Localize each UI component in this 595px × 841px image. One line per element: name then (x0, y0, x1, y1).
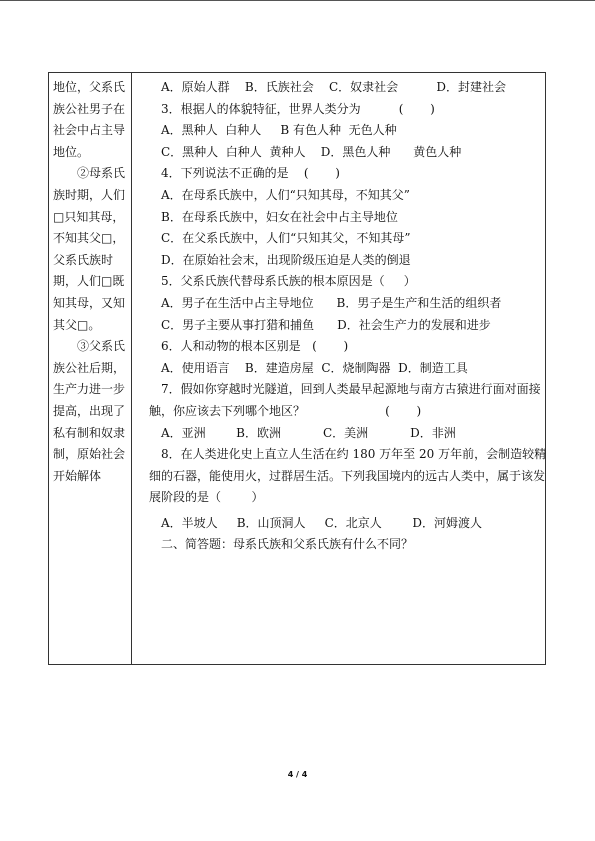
left-note-line: 开始解体 (53, 468, 102, 483)
options-line: C．在父系氏族中，人们“只知其父，不知其母” (161, 231, 411, 246)
question-line: 7．假如你穿越时光隧道，回到人类最早起源地与南方古猿进行面对面接 (161, 382, 541, 397)
column-divider (131, 73, 132, 664)
left-note-line: 其父□。 (53, 317, 101, 332)
left-note-line: ②母系氏 (77, 166, 126, 181)
left-note-line: 地位，父系氏 (53, 80, 126, 94)
options-line: A．原始人群 B．氏族社会 C．奴隶社会 D．封建社会 (161, 80, 506, 94)
options-line: A．使用语言 B．建造房屋 C．烧制陶器 D．制造工具 (161, 360, 468, 375)
question-line: 展阶段的是（ ） (149, 490, 264, 505)
content-table (48, 72, 546, 665)
page-number: 4 / 4 (287, 770, 308, 779)
question-line: 5．父系氏族代替母系氏族的根本原因是（ ） (161, 274, 416, 289)
page-top-border (0, 0, 595, 1)
left-note-line: 制，原始社会 (53, 447, 126, 462)
options-line: B．在母系氏族中，妇女在社会中占主导地位 (161, 209, 398, 224)
options-line: A．黑种人 白种人 B 有色人种 无色人种 (161, 123, 397, 138)
options-line: A．亚洲 B．欧洲 C．美洲 D．非洲 (161, 425, 456, 440)
left-note-line: ③父系氏 (77, 339, 126, 354)
left-note-line: 族公社后期， (53, 360, 126, 375)
left-notes-column (53, 77, 129, 487)
left-note-line: □只知其母， (53, 209, 125, 224)
short-answer-heading: 二、简答题：母系氏族和父系氏族有什么不同？ (161, 537, 414, 552)
question-line: 细的石器，能使用火，过群居生活。下列我国境内的远古人类中，属于该发 (149, 468, 546, 483)
left-note-line: 不知其父□， (53, 231, 125, 246)
options-line: A．男子在生活中占主导地位 B．男子是生产和生活的组织者 (161, 295, 502, 310)
left-note-line: 地位。 (53, 144, 90, 159)
options-line: C．男子主要从事打猎和捕鱼 D．社会生产力的发展和进步 (161, 317, 491, 332)
options-line: A．在母系氏族中，人们“只知其母，不知其父” (161, 187, 410, 202)
left-note-line: 族时期，人们 (53, 187, 126, 202)
options-line: C．黑种人 白种人 黄种人 D．黑色人种 黄色人种 (161, 144, 462, 159)
question-line: 8．在人类进化史上直立人生活在约 180 万年至 20 万年前，会制造较精 (161, 447, 547, 462)
left-note-line: 生产力进一步 (53, 382, 126, 397)
options-line: D．在原始社会末，出现阶级压迫是人类的倒退 (161, 252, 411, 267)
question-line: 3．根据人的体貌特征，世界人类分为 ( ) (161, 101, 435, 116)
question-line: 6．人和动物的根本区别是 ( ) (161, 339, 349, 354)
left-note-line: 期，人们□既 (53, 274, 125, 289)
left-note-line: 族公社男子在 (53, 101, 126, 116)
left-note-line: 父系氏族时 (53, 252, 114, 267)
question-line: 4．下列说法不正确的是 ( ) (161, 166, 340, 181)
questions-column (149, 77, 547, 556)
left-note-line: 知其母，又知 (53, 295, 126, 310)
left-note-line: 提高，出现了 (53, 403, 126, 418)
options-line: A．半坡人 B．山顶洞人 C．北京人 D．河姆渡人 (161, 515, 482, 530)
question-line: 触，你应该去下列哪个地区？ ( ) (149, 403, 422, 418)
left-note-line: 社会中占主导 (53, 123, 126, 138)
left-note-line: 私有制和奴隶 (53, 425, 126, 440)
